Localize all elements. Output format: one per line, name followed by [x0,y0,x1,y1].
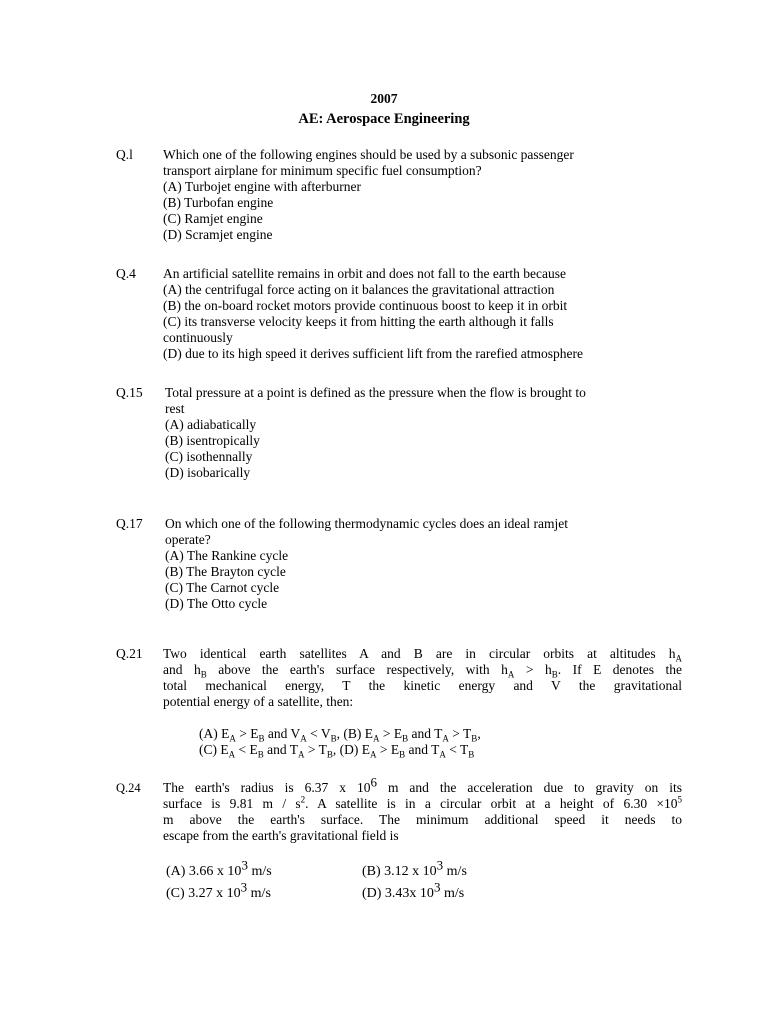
option-d: (D) 3.43x $10^3$ m/s [362,879,465,901]
question-text-line: surface is 9.81 m / $s^2$. A satellite is in a circular orbit at a height of $6.30 \times 10^5$ [163,794,683,811]
question-text-line: transport airplane for minimum specific fuel consumption? [163,163,482,178]
question-body [165,385,586,481]
question-number: Q.4 [116,266,136,281]
option-c: (C) Ramjet engine [163,211,263,226]
option-d: (D) due to its high speed it derives sufficient lift from the rarefied atmosphere [163,346,583,361]
question-body [163,266,583,362]
question-body [163,774,683,844]
question-text-line: An artificial satellite remains in orbit and does not fall to the earth because [163,266,566,281]
option-c: (C) The Carnot cycle [165,580,280,595]
exam-title: AE: Aerospace Engineering [298,111,470,127]
answer-options [166,857,566,908]
option-b: (B) The Brayton cycle [165,564,286,579]
option-c: (C) 3.27 x $10^3$ m/s [166,879,271,901]
question-number: Q.l [116,147,133,162]
question-text-line: operate? [165,532,211,547]
option-row: (A) $E_A > E_B$ and $V_A < V_B$, (B) $E_A > E_B$ and $T_A > T_B$, [199,726,481,744]
option-b: (B) Turbofan engine [163,195,274,210]
question-text-line: potential energy of a satellite, then: [163,694,354,709]
question-number: Q.24 [116,781,141,795]
question-number: Q.21 [116,646,143,661]
option-a: (A) Turbojet engine with afterburner [163,179,361,194]
question-text-line: total mechanical energy, T the kinetic energy and V the gravitational [163,678,682,693]
option-row: (C) $E_A < E_B$ and $T_A > T_B$, (D) $E_A > E_B$ and $T_A < T_B$ [199,742,475,760]
question-text-line: rest [165,401,185,416]
option-b: (B) 3.12 x $10^3$ m/s [362,857,467,879]
exam-year: 2007 [370,91,398,106]
option-b: (B) isentropically [165,433,260,448]
question-text-line: The earth's radius is 6.37 x $10^6$ m and the acceleration due to gravity on its [163,774,683,795]
question-text-line: escape from the earth's gravitational field is [163,828,399,843]
option-a: (A) the centrifugal force acting on it balances the gravitational attraction [163,282,555,297]
question-text-line: Total pressure at a point is defined as the pressure when the flow is brought to [165,385,586,400]
option-d: (D) Scramjet engine [163,227,273,242]
option-d: (D) The Otto cycle [165,596,268,611]
question-body [163,646,682,710]
option-a: (A) The Rankine cycle [165,548,289,563]
question-text-line: Which one of the following engines should be used by a subsonic passenger [163,147,574,162]
question-text-line: On which one of the following thermodynamic cycles does an ideal ramjet [165,516,569,531]
question-number: Q.17 [116,516,143,531]
question-body [165,516,568,612]
option-a: (A) 3.66 x $10^3$ m/s [166,857,272,879]
option-c: (C) isothennally [165,449,253,464]
question-text-line: Two identical earth satellites A and B are in circular orbits at altitudes $h_A$ [163,646,682,664]
question-text-line: and $h_B$ above the earth's surface respectively, with $h_A > h_B$. If E denotes the [163,662,682,680]
answer-options [199,726,481,758]
option-c-continued: continuously [163,330,233,345]
option-a: (A) adiabatically [165,417,257,432]
option-d: (D) isobarically [165,465,251,480]
question-number: Q.15 [116,385,143,400]
question-text-line: m above the earth's surface. The minimum additional speed it needs to [163,812,682,827]
option-b: (B) the on-board rocket motors provide continuous boost to keep it in orbit [163,298,568,313]
option-c: (C) its transverse velocity keeps it from hitting the earth although it falls [163,314,554,329]
question-body [163,147,574,243]
